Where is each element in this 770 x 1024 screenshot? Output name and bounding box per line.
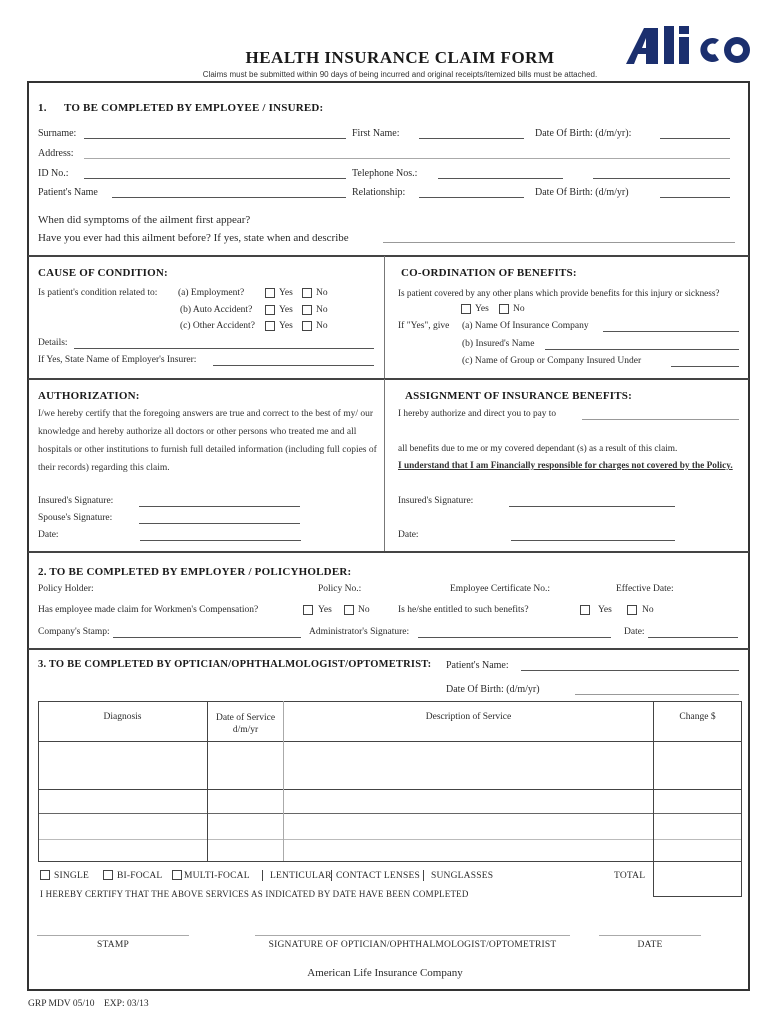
surname-label: Surname:	[38, 128, 77, 139]
assignment-date-field[interactable]	[511, 540, 675, 541]
id-no-field[interactable]	[84, 178, 346, 179]
section2-date-label: Date:	[624, 627, 645, 637]
assignment-signature-field[interactable]	[509, 506, 675, 507]
optician-signature-field[interactable]	[255, 935, 570, 936]
table-border	[38, 861, 741, 862]
authorization-heading: AUTHORIZATION:	[38, 390, 140, 402]
history-question: Have you ever had this ailment before? If yes, state when and describe	[38, 232, 349, 244]
section2-date-field[interactable]	[648, 637, 738, 638]
other-no-checkbox[interactable]	[302, 321, 312, 331]
assignment-benefits-text: all benefits due to me or my covered dependant (s) as a result of this claim.	[398, 444, 678, 454]
auto-yes-checkbox[interactable]	[265, 305, 275, 315]
group-company-label: (c) Name of Group or Company Insured Under	[462, 356, 642, 366]
section1-number: 1.	[38, 102, 47, 114]
workmens-yes-checkbox[interactable]	[303, 605, 313, 615]
table-border	[38, 701, 741, 702]
authorization-text: I/we hereby certify that the foregoing answers are true and correct to the best of my/ our knowledge and hereby authorize all doctors or other persons who treated me and all hospitals or other institutions to furnish full detailed information (including full copies of their records) regarding this claim.	[38, 409, 377, 473]
dob-label: Date Of Birth: (d/m/yr):	[535, 128, 632, 139]
entitled-no-checkbox[interactable]	[627, 605, 637, 615]
details-field[interactable]	[74, 348, 374, 349]
bifocal-label: BI-FOCAL	[117, 871, 163, 881]
single-label: SINGLE	[54, 871, 89, 881]
cause-other-label: (c) Other Accident?	[180, 321, 255, 331]
lenticular-label: LENTICULAR	[270, 871, 332, 881]
stamp-field[interactable]	[37, 935, 189, 936]
insured-name-label: (b) Insured's Name	[462, 339, 535, 349]
company-stamp-field[interactable]	[113, 637, 301, 638]
workmens-comp-question: Has employee made claim for Workmen's Compensation?	[38, 605, 259, 615]
assignment-heading: ASSIGNMENT OF INSURANCE BENEFITS:	[405, 390, 632, 402]
employer-insurer-field[interactable]	[213, 365, 374, 366]
first-name-field[interactable]	[419, 138, 524, 139]
divider	[28, 551, 749, 553]
single-checkbox[interactable]	[40, 870, 50, 880]
table-row[interactable]	[39, 814, 741, 839]
sunglasses-label: SUNGLASSES	[431, 871, 494, 881]
insured-signature-label: Insured's Signature:	[38, 496, 114, 506]
yes-label: Yes	[475, 304, 489, 314]
address-label: Address:	[38, 148, 74, 159]
company-stamp-label: Company's Stamp:	[38, 627, 110, 637]
insurance-company-label: (a) Name Of Insurance Company	[462, 321, 589, 331]
cause-employment-label: (a) Employment?	[178, 288, 245, 298]
surname-field[interactable]	[84, 138, 346, 139]
total-label: TOTAL	[614, 871, 646, 881]
cause-question: Is patient's condition related to:	[38, 288, 158, 298]
admin-signature-label: Administrator's Signature:	[309, 627, 410, 637]
no-label: No	[316, 321, 328, 331]
id-no-label: ID No.:	[38, 168, 69, 179]
assignment-signature-label: Insured's Signature:	[398, 496, 474, 506]
bifocal-checkbox[interactable]	[103, 870, 113, 880]
header-date-of-service: Date of Service d/m/yr	[215, 713, 276, 735]
table-row[interactable]	[39, 790, 741, 813]
dob-field[interactable]	[660, 138, 730, 139]
history-field[interactable]	[383, 242, 735, 243]
policy-no-label: Policy No.:	[318, 584, 362, 594]
insured-signature-field[interactable]	[139, 506, 300, 507]
certify-text: I HEREBY CERTIFY THAT THE ABOVE SERVICES AS INDICATED BY DATE HAVE BEEN COMPLETED	[40, 889, 469, 899]
insured-name-field[interactable]	[545, 349, 739, 350]
group-company-field[interactable]	[671, 366, 739, 367]
section3-patient-name-field[interactable]	[521, 670, 739, 671]
if-yes-label: If "Yes", give	[398, 321, 450, 331]
admin-signature-field[interactable]	[418, 637, 611, 638]
pay-to-field[interactable]	[582, 419, 739, 420]
no-label: No	[642, 605, 654, 615]
contact-lenses-label: CONTACT LENSES	[336, 871, 420, 881]
telephone-field-2[interactable]	[593, 178, 730, 179]
stamp-label: STAMP	[97, 940, 129, 950]
optician-date-label: DATE	[637, 940, 663, 950]
multifocal-checkbox[interactable]	[172, 870, 182, 880]
first-name-label: First Name:	[352, 128, 400, 139]
total-box-border	[653, 896, 741, 897]
company-name: American Life Insurance Company	[307, 967, 463, 979]
other-yes-checkbox[interactable]	[265, 321, 275, 331]
yes-label: Yes	[598, 605, 612, 615]
no-label: No	[316, 305, 328, 315]
telephone-field-1[interactable]	[438, 178, 563, 179]
patient-name-field[interactable]	[112, 197, 346, 198]
coordination-no-checkbox[interactable]	[499, 304, 509, 314]
optician-signature-label: SIGNATURE OF OPTICIAN/OPHTHALMOLOGIST/OPTOMETRIST	[268, 940, 557, 950]
column-divider	[384, 379, 385, 551]
insurance-company-field[interactable]	[603, 331, 739, 332]
coordination-question: Is patient covered by any other plans which provide benefits for this injury or sickness?	[398, 288, 720, 298]
assignment-authorize-text: I hereby authorize and direct you to pay to	[398, 409, 556, 419]
coordination-heading: CO-ORDINATION OF BENEFITS:	[401, 267, 577, 279]
coordination-yes-checkbox[interactable]	[461, 304, 471, 314]
section1-heading: TO BE COMPLETED BY EMPLOYEE / INSURED:	[64, 102, 324, 114]
assignment-date-label: Date:	[398, 530, 419, 540]
patient-dob-label: Date Of Birth: (d/m/yr)	[535, 187, 629, 198]
yes-label: Yes	[279, 321, 293, 331]
form-title: HEALTH INSURANCE CLAIM FORM	[245, 48, 555, 67]
telephone-label: Telephone Nos.:	[352, 168, 418, 179]
form-code: GRP MDV 05/10	[28, 999, 95, 1009]
section2-heading: 2. TO BE COMPLETED BY EMPLOYER / POLICYHOLDER:	[38, 566, 352, 578]
no-label: No	[358, 605, 370, 615]
employment-no-checkbox[interactable]	[302, 288, 312, 298]
employment-yes-checkbox[interactable]	[265, 288, 275, 298]
multifocal-label: MULTI-FOCAL	[184, 871, 250, 881]
sunglasses-checkbox[interactable]	[423, 870, 424, 881]
certificate-no-label: Employee Certificate No.:	[450, 584, 550, 594]
header-description: Description of Service	[425, 712, 512, 722]
authorization-date-label: Date:	[38, 530, 59, 540]
section3-heading: 3. TO BE COMPLETED BY OPTICIAN/OPHTHALMOLOGIST/OPTOMETRIST:	[38, 659, 432, 670]
workmens-no-checkbox[interactable]	[344, 605, 354, 615]
table-border	[741, 701, 742, 897]
header-diagnosis: Diagnosis	[103, 712, 142, 722]
policy-holder-label: Policy Holder:	[38, 584, 94, 594]
employer-insurer-label: If Yes, State Name of Employer's Insurer:	[38, 355, 197, 365]
section3-patient-name-label: Patient's Name:	[446, 660, 509, 671]
auto-no-checkbox[interactable]	[302, 305, 312, 315]
symptoms-question: When did symptoms of the ailment first appear?	[38, 214, 251, 226]
yes-label: Yes	[279, 288, 293, 298]
optician-date-field[interactable]	[599, 935, 701, 936]
spouse-signature-label: Spouse's Signature:	[38, 513, 113, 523]
entitled-question: Is he/she entitled to such benefits?	[398, 605, 529, 615]
yes-label: Yes	[279, 305, 293, 315]
yes-label: Yes	[318, 605, 332, 615]
no-label: No	[513, 304, 525, 314]
divider	[28, 378, 749, 380]
column-divider	[384, 256, 385, 378]
alico-logo	[624, 20, 754, 70]
no-label: No	[316, 288, 328, 298]
divider	[28, 648, 749, 650]
details-label: Details:	[38, 338, 68, 348]
table-row[interactable]	[39, 840, 741, 861]
form-subtitle: Claims must be submitted within 90 days of being incurred and original receipts/itemized bills must be attached.	[202, 70, 598, 79]
patient-name-label: Patient's Name	[38, 187, 98, 198]
divider	[28, 255, 749, 257]
contact-lenses-checkbox[interactable]	[331, 870, 332, 881]
total-field[interactable]	[654, 862, 741, 896]
entitled-yes-checkbox[interactable]	[580, 605, 590, 615]
table-row[interactable]	[39, 742, 741, 789]
address-field[interactable]	[84, 158, 730, 159]
authorization-date-field[interactable]	[140, 540, 301, 541]
expiry-code: EXP: 03/13	[104, 999, 149, 1009]
spouse-signature-field[interactable]	[139, 523, 300, 524]
section3-dob-field[interactable]	[575, 694, 739, 695]
relationship-field[interactable]	[419, 197, 524, 198]
cause-heading: CAUSE OF CONDITION:	[38, 267, 168, 279]
cause-auto-label: (b) Auto Accident?	[180, 305, 253, 315]
financial-responsibility-text: I understand that I am Financially responsible for charges not covered by the Policy.	[398, 461, 733, 471]
lenticular-checkbox[interactable]	[262, 870, 263, 881]
patient-dob-field[interactable]	[660, 197, 730, 198]
effective-date-label: Effective Date:	[616, 584, 674, 594]
section3-dob-label: Date Of Birth: (d/m/yr)	[446, 684, 540, 695]
header-charge: Change $	[679, 712, 716, 722]
relationship-label: Relationship:	[352, 187, 406, 198]
